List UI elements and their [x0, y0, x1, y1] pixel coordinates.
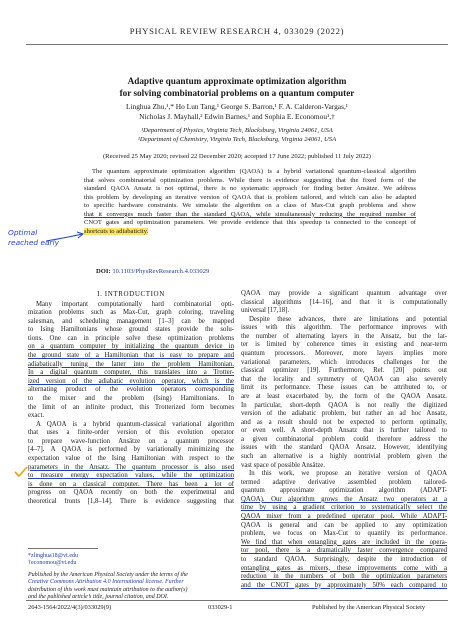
- body-line: are at least exacerbated by, the form of the QAOA Ansatz.: [241, 392, 447, 400]
- publication-dates: (Received 25 May 2020; revised 22 December 2020; accepted 17 June 2022; published 11 July 2022): [102, 153, 372, 160]
- doi-label: DOI:: [96, 268, 111, 275]
- underlined-text: We find that when entangling gates are included in the opera-: [241, 538, 447, 546]
- body-line: theoretical fronts [1,8–14]. There is evidence suggesting that: [28, 497, 234, 505]
- title-line: Adaptive quantum approximate optimization algorithm: [127, 76, 347, 86]
- underlined-text: parameters in the Ansatz. The quantum processor is also used: [28, 463, 234, 471]
- doi-line: [96, 268, 209, 275]
- body-line: the limit of an infinite product, this Trotterized form becomes: [28, 403, 234, 411]
- author-email[interactable]: †economou@vt.edu: [28, 560, 77, 567]
- footnote-rule: [28, 548, 98, 549]
- underlined-text: adiabatically tuning the latter into the problem Hamiltonian.: [28, 360, 234, 368]
- body-line: [241, 496, 447, 505]
- underlined-text: reduction in the numbers of both the optimization parameters: [241, 573, 447, 581]
- abstract-line: this problem by developing an iterative version of QAOA that is problem tailored, and which can also be adapted: [84, 193, 416, 201]
- underlined-text: that it converges much faster than the standard QAOA, while simultaneously reducing the required number of: [84, 210, 416, 218]
- abstract-line: [84, 228, 416, 237]
- body-line: [28, 378, 234, 387]
- body-line: or even well. A short-depth Ansatz that is further tailored to: [241, 427, 447, 435]
- license-link[interactable]: Creative Commons Attribution 4.0 International license. Further: [28, 579, 184, 586]
- body-line: [241, 513, 447, 522]
- underlined-text: tor pool, there is a dramatically faster convergence compared: [241, 547, 447, 555]
- body-line: [241, 573, 447, 582]
- left-column: [28, 290, 234, 506]
- body-line: quantum processors. Moreover, more layers implies more: [241, 350, 447, 358]
- body-line: classical optimizer [19]. Furthermore, Ref. [20] points out: [241, 367, 447, 375]
- author-line: Nicholas J. Mayhall,² Edwin Barnes,¹ and Sophia E. Economou¹,†: [139, 111, 335, 121]
- body-line: [241, 582, 447, 591]
- license-line: and the published article’s title, journal citation, and DOI.: [28, 594, 169, 601]
- body-line: vast space of possible Ansätze.: [241, 461, 325, 469]
- body-line: [28, 472, 234, 481]
- body-line: and as a result should not be expected to perform optimally,: [241, 418, 447, 426]
- body-line: [241, 539, 447, 548]
- footer-rule: [26, 600, 448, 601]
- body-line: [4–7]. A QAOA is performed by variationally minimizing the: [28, 446, 234, 454]
- body-line: [28, 464, 234, 473]
- paper-title: [40, 76, 434, 99]
- body-line: that uses a finite-order version of this evolution operator: [28, 429, 234, 437]
- underlined-text: is done on a classical computer. There has been a lot of: [28, 480, 234, 488]
- author-list: [40, 102, 434, 122]
- abstract-line: that solves combinatorial optimization problems. While there is evidence suggesting that the fixed form of the: [84, 176, 416, 184]
- abstract: [84, 168, 416, 236]
- body-line: to standard QAOA. Surprisingly, despite the introduction of: [241, 555, 447, 563]
- body-line: [28, 369, 234, 378]
- body-line: salesman, and scheduling management [1–3] can be mapped: [28, 317, 234, 325]
- abstract-line: CNOT gates and optimization parameters. We provide evidence that this speedup is connected to the concept of: [84, 219, 416, 227]
- body-line: version of the adiabatic problem, but rather an ad hoc Ansatz,: [241, 410, 447, 418]
- highlighted-text: shortcuts to adiabaticity.: [84, 227, 149, 235]
- underlined-text: QAOA mixer from a predefined operator pool. While ADAPT-: [241, 513, 447, 521]
- body-line: problem, we focus on Max-Cut to quantify its performance.: [241, 530, 447, 538]
- body-line: [241, 565, 447, 574]
- title-line: for solving combinatorial problems on a quantum computer: [119, 87, 355, 98]
- author-line: Linghua Zhu,¹,* Ho Lun Tang,¹ George S. Barron,¹ F. A. Calderon-Vargas,¹: [125, 102, 349, 111]
- author-email[interactable]: *zlinghua18@vt.edu: [28, 553, 79, 559]
- underlined-text: the ground state of a Hamiltonian that is easy to prepare and: [28, 352, 234, 360]
- body-line: [28, 481, 234, 490]
- footer-page-number: 033029-1: [208, 604, 233, 611]
- body-line: [28, 352, 234, 361]
- right-column: [241, 290, 447, 590]
- body-line: tions. One can in principle solve these optimization problems: [28, 334, 234, 342]
- footnotes: [28, 553, 234, 601]
- body-line: progress on QAOA recently on both the experimental and: [28, 489, 234, 497]
- body-line: universal [17,18].: [241, 307, 290, 315]
- abstract-line: standard QAOA Ansatz is not optimal, there is no systematic approach for finding better Ansätze. We address: [84, 185, 416, 193]
- license-line: distribution of this work must maintain attribution to the author(s): [28, 586, 188, 593]
- body-line: [28, 343, 234, 352]
- body-line: limit its performance. These issues can be attributed to, or: [241, 384, 447, 392]
- footer-publisher: Published by the American Physical Society: [312, 604, 426, 611]
- abstract-line: [84, 211, 416, 220]
- underlined-text: time by using a gradient criterion to systematically select the: [241, 504, 447, 512]
- body-line: issues with this algorithm. The performance improves with: [241, 324, 447, 332]
- body-line: expectation value of the Ising Hamiltonian with respect to the: [28, 454, 234, 462]
- body-line: to Ising Hamiltonians whose ground states provide the solu-: [28, 326, 234, 334]
- abstract-line: to specific hardware constraints. We simulate the algorithm on a class of Max-Cut graph problems and show: [84, 202, 416, 210]
- section-heading: I. INTRODUCTION: [97, 290, 165, 298]
- header-rule: [26, 44, 448, 45]
- handwritten-arrow-icon: [44, 231, 86, 245]
- body-line: alternating product of the evolution operators corresponding: [28, 386, 234, 394]
- body-line: issues with the standard QAOA Ansatz. However, identifying: [241, 444, 447, 452]
- body-line: classical algorithms [14–16], and that it is computationally: [241, 298, 447, 306]
- body-line: In particular, short-depth QAOA is not really the digitized: [241, 401, 447, 409]
- underlined-text: entangling gates as mixers, these improvements come with a: [241, 564, 447, 572]
- body-line: Many important computationally hard combinatorial opti-: [36, 300, 234, 308]
- affiliation: ²Department of Chemistry, Virginia Tech, Blacksburg, Virginia 24061, USA: [137, 136, 337, 143]
- body-line: such an alternative is a highly nontrivial problem given the: [241, 452, 447, 460]
- body-line: In this work, we propose an iterative version of QAOA: [249, 470, 447, 478]
- body-line: A QAOA is a hybrid quantum-classical variational algorithm: [36, 420, 234, 428]
- underlined-text: to measure energy expectation values, while the optimization: [28, 472, 234, 480]
- body-line: [28, 361, 234, 370]
- body-line: exact.: [28, 412, 45, 420]
- body-line: variational parameters, which introduces challenges for the: [241, 358, 447, 366]
- body-line: a given combinatorial problem could therefore address the: [241, 435, 447, 443]
- doi-link[interactable]: 10.1103/PhysRevResearch.4.033029: [112, 268, 210, 275]
- body-line: that the locality and symmetry of QAOA can also severely: [241, 375, 447, 383]
- body-line: quantum approximate optimization algorithm (ADAPT-: [241, 487, 447, 495]
- body-line: mization problems such as Max-Cut, graph coloring, traveling: [28, 309, 234, 317]
- body-line: Despite these advances, there are limitations and potential: [249, 315, 447, 323]
- handwritten-check-icon: [14, 466, 28, 478]
- body-line: to the mixer and the problem (Ising) Hamiltonians. In: [28, 394, 234, 402]
- body-line: QAOA is general and can be applied to any optimization: [241, 521, 447, 529]
- underlined-text: QAOA). Our algorithm grows the Ansatz two operators at a: [241, 495, 447, 503]
- body-line: [241, 504, 447, 513]
- body-line: to prepare wave-function Ansätze on a quantum processor: [28, 437, 234, 445]
- body-line: [241, 547, 447, 556]
- underlined-text: and the CNOT gates by approximately 50% each compared to: [241, 581, 447, 589]
- body-line: QAOA may provide a significant quantum advantage over: [241, 290, 447, 297]
- handwritten-note-line: reached early: [8, 237, 59, 247]
- footer-issn: 2643-1564/2022/4(3)/033029(9): [28, 604, 112, 611]
- affiliation: ¹Department of Physics, Virginia Tech, Blacksburg, Virginia 24061, USA: [141, 127, 333, 134]
- underlined-text: ized version of the adiabatic evolution operator, which is the: [28, 377, 234, 385]
- underlined-text: on a quantum computer by initializing the quantum device in: [28, 343, 234, 351]
- journal-header: PHYSICAL REVIEW RESEARCH 4, 033029 (2022): [129, 26, 345, 36]
- license-line: Published by the American Physical Society under the terms of the: [28, 571, 188, 578]
- body-line: the number of alternating layers in the Ansatz, but the lat-: [241, 332, 447, 340]
- underlined-text: In a digital quantum computer, this translates into a Trotter-: [28, 369, 234, 377]
- body-line: ter is limited by coherence times in existing and near-term: [241, 341, 447, 349]
- handwritten-note-line: Optimal: [8, 228, 38, 237]
- abstract-line: The quantum approximate optimization algorithm (QAOA) is a hybrid variational quantum-classical algorithm: [92, 168, 416, 175]
- body-line: termed adaptive derivative assembled problem tailored-: [241, 478, 447, 486]
